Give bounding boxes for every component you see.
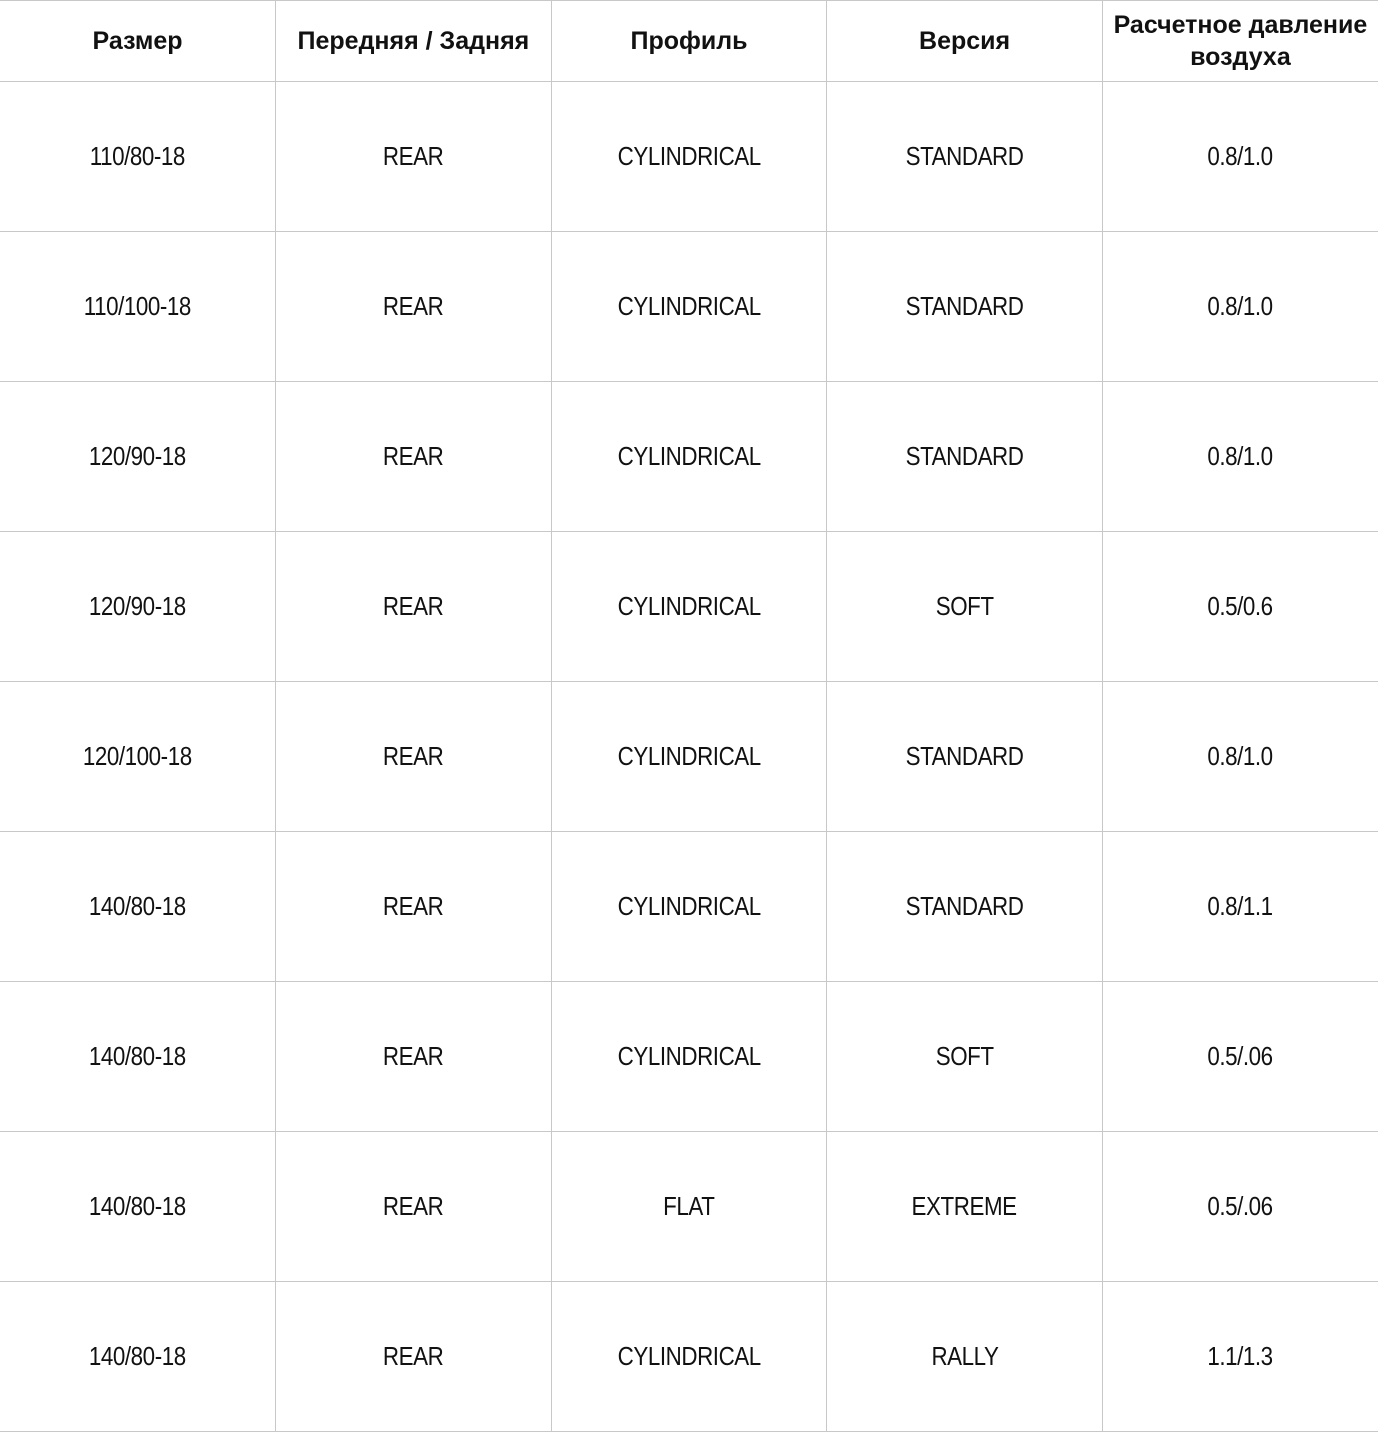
- table-row: [0, 232, 1378, 382]
- cell-front-rear-text: REAR: [383, 741, 444, 771]
- cell-front-rear-text: REAR: [383, 1041, 444, 1071]
- cell-version-text: STANDARD: [905, 741, 1024, 771]
- cell-size-text: 140/80-18: [89, 1191, 186, 1221]
- cell-front-rear-text: REAR: [383, 1341, 444, 1371]
- cell-air-pressure-text: 0.5/.06: [1207, 1041, 1274, 1071]
- cell-version: [827, 1132, 1103, 1282]
- cell-front-rear-text: REAR: [383, 141, 444, 171]
- cell-profile: [551, 832, 827, 982]
- cell-size: [0, 1282, 276, 1432]
- cell-air-pressure-text: 0.8/1.0: [1207, 741, 1274, 771]
- cell-version: [827, 232, 1103, 382]
- cell-profile: [551, 682, 827, 832]
- table-row: [0, 982, 1378, 1132]
- cell-front-rear: [276, 232, 552, 382]
- cell-air-pressure: [1102, 682, 1378, 832]
- cell-size: [0, 832, 276, 982]
- table-body: [0, 82, 1378, 1432]
- cell-version: [827, 1282, 1103, 1432]
- header-size: Размер: [0, 1, 276, 82]
- table-row: [0, 82, 1378, 232]
- cell-size: [0, 82, 276, 232]
- cell-profile-text: CYLINDRICAL: [617, 441, 761, 471]
- cell-version: [827, 532, 1103, 682]
- cell-profile-text: CYLINDRICAL: [617, 741, 761, 771]
- cell-air-pressure-text: 0.5/0.6: [1207, 591, 1274, 621]
- cell-version: [827, 82, 1103, 232]
- cell-air-pressure-text: 1.1/1.3: [1207, 1341, 1274, 1371]
- cell-front-rear-text: REAR: [383, 591, 444, 621]
- cell-size-text: 120/90-18: [89, 441, 186, 471]
- cell-profile-text: CYLINDRICAL: [617, 141, 761, 171]
- cell-air-pressure: [1102, 232, 1378, 382]
- cell-profile: [551, 1282, 827, 1432]
- cell-profile: [551, 82, 827, 232]
- cell-profile: [551, 1132, 827, 1282]
- cell-air-pressure: [1102, 1132, 1378, 1282]
- cell-size-text: 140/80-18: [89, 1341, 186, 1371]
- cell-front-rear-text: REAR: [383, 1191, 444, 1221]
- cell-front-rear-text: REAR: [383, 291, 444, 321]
- cell-air-pressure-text: 0.8/1.0: [1207, 291, 1274, 321]
- cell-profile: [551, 232, 827, 382]
- cell-front-rear: [276, 1282, 552, 1432]
- cell-profile-text: CYLINDRICAL: [617, 591, 761, 621]
- cell-size: [0, 382, 276, 532]
- cell-size-text: 140/80-18: [89, 1041, 186, 1071]
- table-row: [0, 382, 1378, 532]
- table-row: [0, 532, 1378, 682]
- cell-front-rear: [276, 1132, 552, 1282]
- cell-air-pressure: [1102, 832, 1378, 982]
- cell-size-text: 120/90-18: [89, 591, 186, 621]
- cell-air-pressure: [1102, 532, 1378, 682]
- table-row: [0, 1282, 1378, 1432]
- header-version: Версия: [827, 1, 1103, 82]
- cell-front-rear-text: REAR: [383, 891, 444, 921]
- cell-air-pressure-text: 0.5/.06: [1207, 1191, 1274, 1221]
- cell-front-rear: [276, 532, 552, 682]
- cell-size: [0, 532, 276, 682]
- cell-size-text: 140/80-18: [89, 891, 186, 921]
- header-air-pressure: Расчетное давление воздуха: [1102, 1, 1378, 82]
- cell-profile-text: FLAT: [663, 1191, 715, 1221]
- cell-front-rear: [276, 82, 552, 232]
- cell-profile-text: CYLINDRICAL: [617, 1041, 761, 1071]
- cell-air-pressure: [1102, 382, 1378, 532]
- cell-version-text: SOFT: [935, 591, 994, 621]
- cell-profile-text: CYLINDRICAL: [617, 1341, 761, 1371]
- cell-version-text: EXTREME: [912, 1191, 1018, 1221]
- cell-size-text: 110/80-18: [89, 141, 186, 171]
- cell-version: [827, 382, 1103, 532]
- cell-front-rear-text: REAR: [383, 441, 444, 471]
- header-profile: Профиль: [551, 1, 827, 82]
- cell-version-text: STANDARD: [905, 891, 1024, 921]
- cell-front-rear: [276, 382, 552, 532]
- cell-size: [0, 1132, 276, 1282]
- header-row: [0, 1, 1378, 82]
- cell-version: [827, 832, 1103, 982]
- cell-air-pressure-text: 0.8/1.1: [1207, 891, 1274, 921]
- cell-size: [0, 232, 276, 382]
- table-row: [0, 832, 1378, 982]
- table-row: [0, 682, 1378, 832]
- table-row: [0, 1132, 1378, 1282]
- cell-profile-text: CYLINDRICAL: [617, 291, 761, 321]
- cell-air-pressure: [1102, 982, 1378, 1132]
- cell-front-rear: [276, 832, 552, 982]
- cell-version-text: STANDARD: [905, 291, 1024, 321]
- cell-profile: [551, 982, 827, 1132]
- cell-version-text: STANDARD: [905, 441, 1024, 471]
- cell-version-text: SOFT: [935, 1041, 994, 1071]
- header-front-rear: Передняя / Задняя: [276, 1, 552, 82]
- cell-size: [0, 682, 276, 832]
- cell-version-text: STANDARD: [905, 141, 1024, 171]
- cell-version-text: RALLY: [931, 1341, 999, 1371]
- cell-version: [827, 682, 1103, 832]
- cell-front-rear: [276, 682, 552, 832]
- cell-version: [827, 982, 1103, 1132]
- table-header: [0, 1, 1378, 82]
- cell-air-pressure-text: 0.8/1.0: [1207, 141, 1274, 171]
- cell-profile: [551, 532, 827, 682]
- cell-size: [0, 982, 276, 1132]
- cell-air-pressure: [1102, 82, 1378, 232]
- cell-profile: [551, 382, 827, 532]
- cell-front-rear: [276, 982, 552, 1132]
- cell-size-text: 110/100-18: [83, 291, 192, 321]
- cell-profile-text: CYLINDRICAL: [617, 891, 761, 921]
- cell-air-pressure-text: 0.8/1.0: [1207, 441, 1274, 471]
- cell-size-text: 120/100-18: [83, 741, 192, 771]
- cell-air-pressure: [1102, 1282, 1378, 1432]
